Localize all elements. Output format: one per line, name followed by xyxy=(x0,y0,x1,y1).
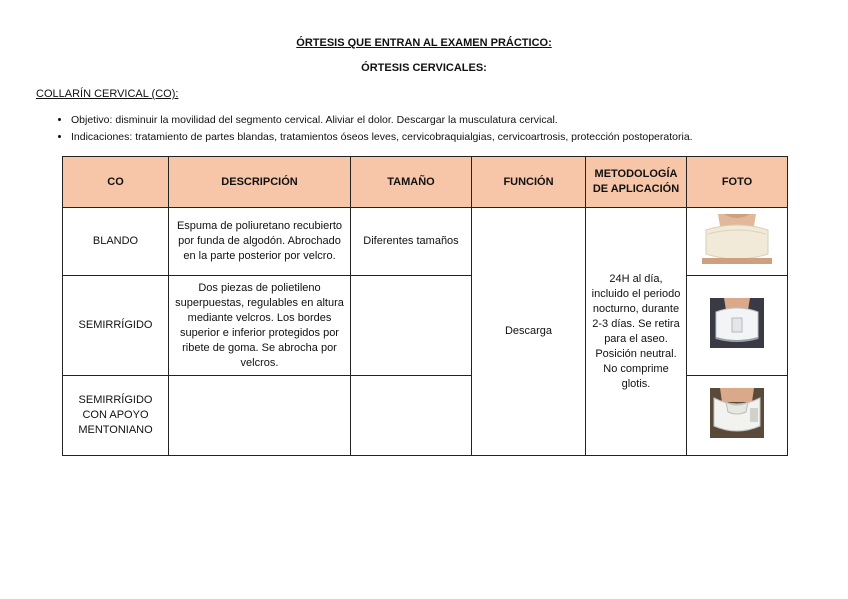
cell-co: SEMIRRÍGIDO xyxy=(63,276,169,376)
header-funcion: FUNCIÓN xyxy=(472,157,586,208)
soft-collar-photo xyxy=(702,214,772,264)
cell-funcion: Descarga xyxy=(472,208,586,456)
header-descripcion: DESCRIPCIÓN xyxy=(169,157,351,208)
cell-tamano: Diferentes tamaños xyxy=(351,208,472,276)
bullet-list xyxy=(54,112,693,146)
header-metodologia: METODOLOGÍA DE APLICACIÓN xyxy=(586,157,687,208)
cell-descripcion: Espuma de poliuretano recubierto por funda de algodón. Abrochado en la parte posterior por velcro. xyxy=(169,208,351,276)
semirigid-collar-photo xyxy=(710,298,764,348)
section-heading: COLLARÍN CERVICAL (CO): xyxy=(36,88,179,100)
cell-tamano xyxy=(351,276,472,376)
page-title: ÓRTESIS QUE ENTRAN AL EXAMEN PRÁCTICO: xyxy=(296,37,552,49)
table-row xyxy=(63,208,788,276)
bullet-indicaciones: • Indicaciones: tratamiento de partes blandas, tratamientos óseos leves, cervicobraquialgias, cervicoartrosis, protección postoperatoria. xyxy=(71,129,693,146)
cell-descripcion xyxy=(169,376,351,456)
header-foto: FOTO xyxy=(687,157,788,208)
table-header-row xyxy=(63,157,788,208)
header-co: CO xyxy=(63,157,169,208)
cell-foto xyxy=(687,376,788,456)
ortesis-table xyxy=(62,156,788,456)
cell-foto xyxy=(687,208,788,276)
cell-tamano xyxy=(351,376,472,456)
cell-co: BLANDO xyxy=(63,208,169,276)
chin-support-collar-photo xyxy=(710,388,764,438)
header-tamano: TAMAÑO xyxy=(351,157,472,208)
page-subtitle: ÓRTESIS CERVICALES: xyxy=(361,62,487,74)
cell-co: SEMIRRÍGIDO CON APOYO MENTONIANO xyxy=(63,376,169,456)
cell-foto xyxy=(687,276,788,376)
cell-metodologia: 24H al día, incluido el periodo nocturno, durante 2-3 días. Se retira para el aseo. Posición neutral. No comprime glotis. xyxy=(586,208,687,456)
bullet-objetivo: • Objetivo: disminuir la movilidad del segmento cervical. Aliviar el dolor. Descargar la musculatura cervical. xyxy=(71,112,693,129)
cell-descripcion: Dos piezas de polietileno superpuestas, regulables en altura mediante velcros. Los bordes superior e inferior protegidos por ribete de goma. Se abrocha por velcros. xyxy=(169,276,351,376)
